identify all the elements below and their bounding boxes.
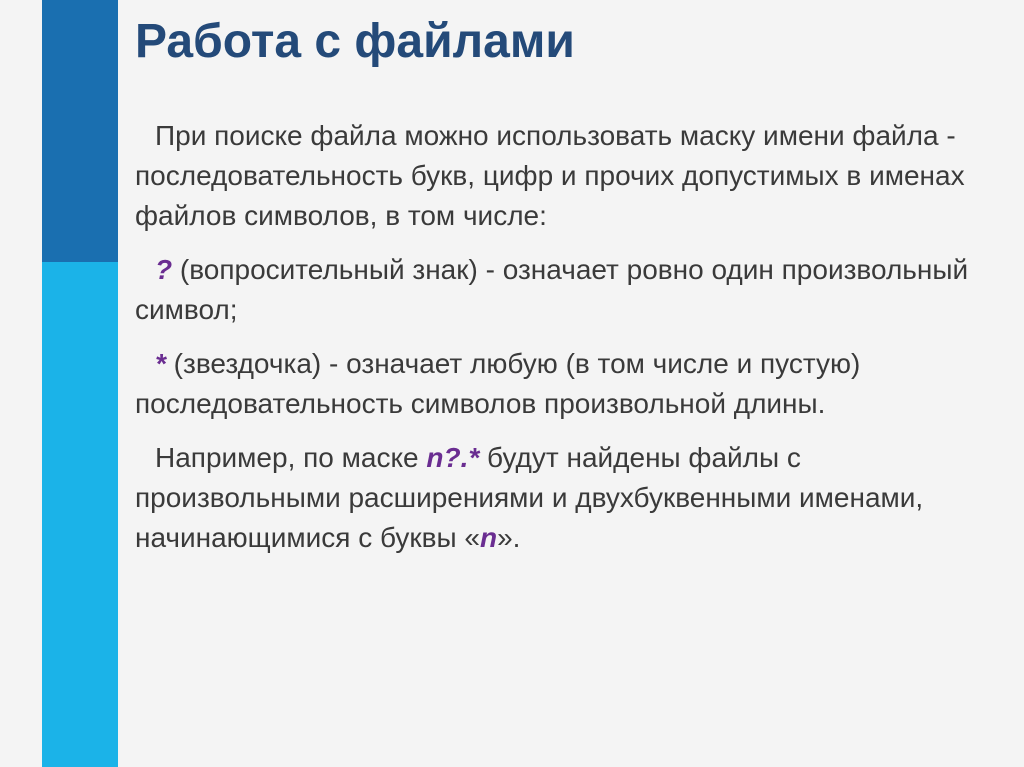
example-text-after: ». (497, 522, 521, 553)
accent-bar-light (42, 262, 118, 767)
asterisk-symbol: * (155, 348, 166, 379)
asterisk-text: (звездочка) - означает любую (в том числе и пустую) последовательность символов произвольной длины. (135, 348, 861, 419)
example-paragraph (135, 438, 995, 558)
question-mark-symbol: ? (155, 254, 173, 285)
example-text-middle: будут найдены файлы с произвольными расширениями и двухбуквенными именами, начинающимися с буквы « (135, 442, 924, 553)
question-mark-paragraph (135, 250, 995, 330)
example-mask: n?.* (426, 442, 480, 473)
slide-body (135, 116, 995, 572)
intro-paragraph (135, 116, 995, 236)
asterisk-paragraph (135, 344, 995, 424)
intro-text: При поиске файла можно использовать маску имени файла - последовательность букв, цифр и прочих допустимых в именах файлов символов, в том числе: (135, 120, 965, 231)
slide-title: Работа с файлами (135, 15, 575, 68)
question-mark-text: (вопросительный знак) - означает ровно один произвольный символ; (135, 254, 969, 325)
example-text-before: Например, по маске (155, 442, 427, 473)
accent-bar-dark (42, 0, 118, 262)
example-letter: n (480, 522, 498, 553)
